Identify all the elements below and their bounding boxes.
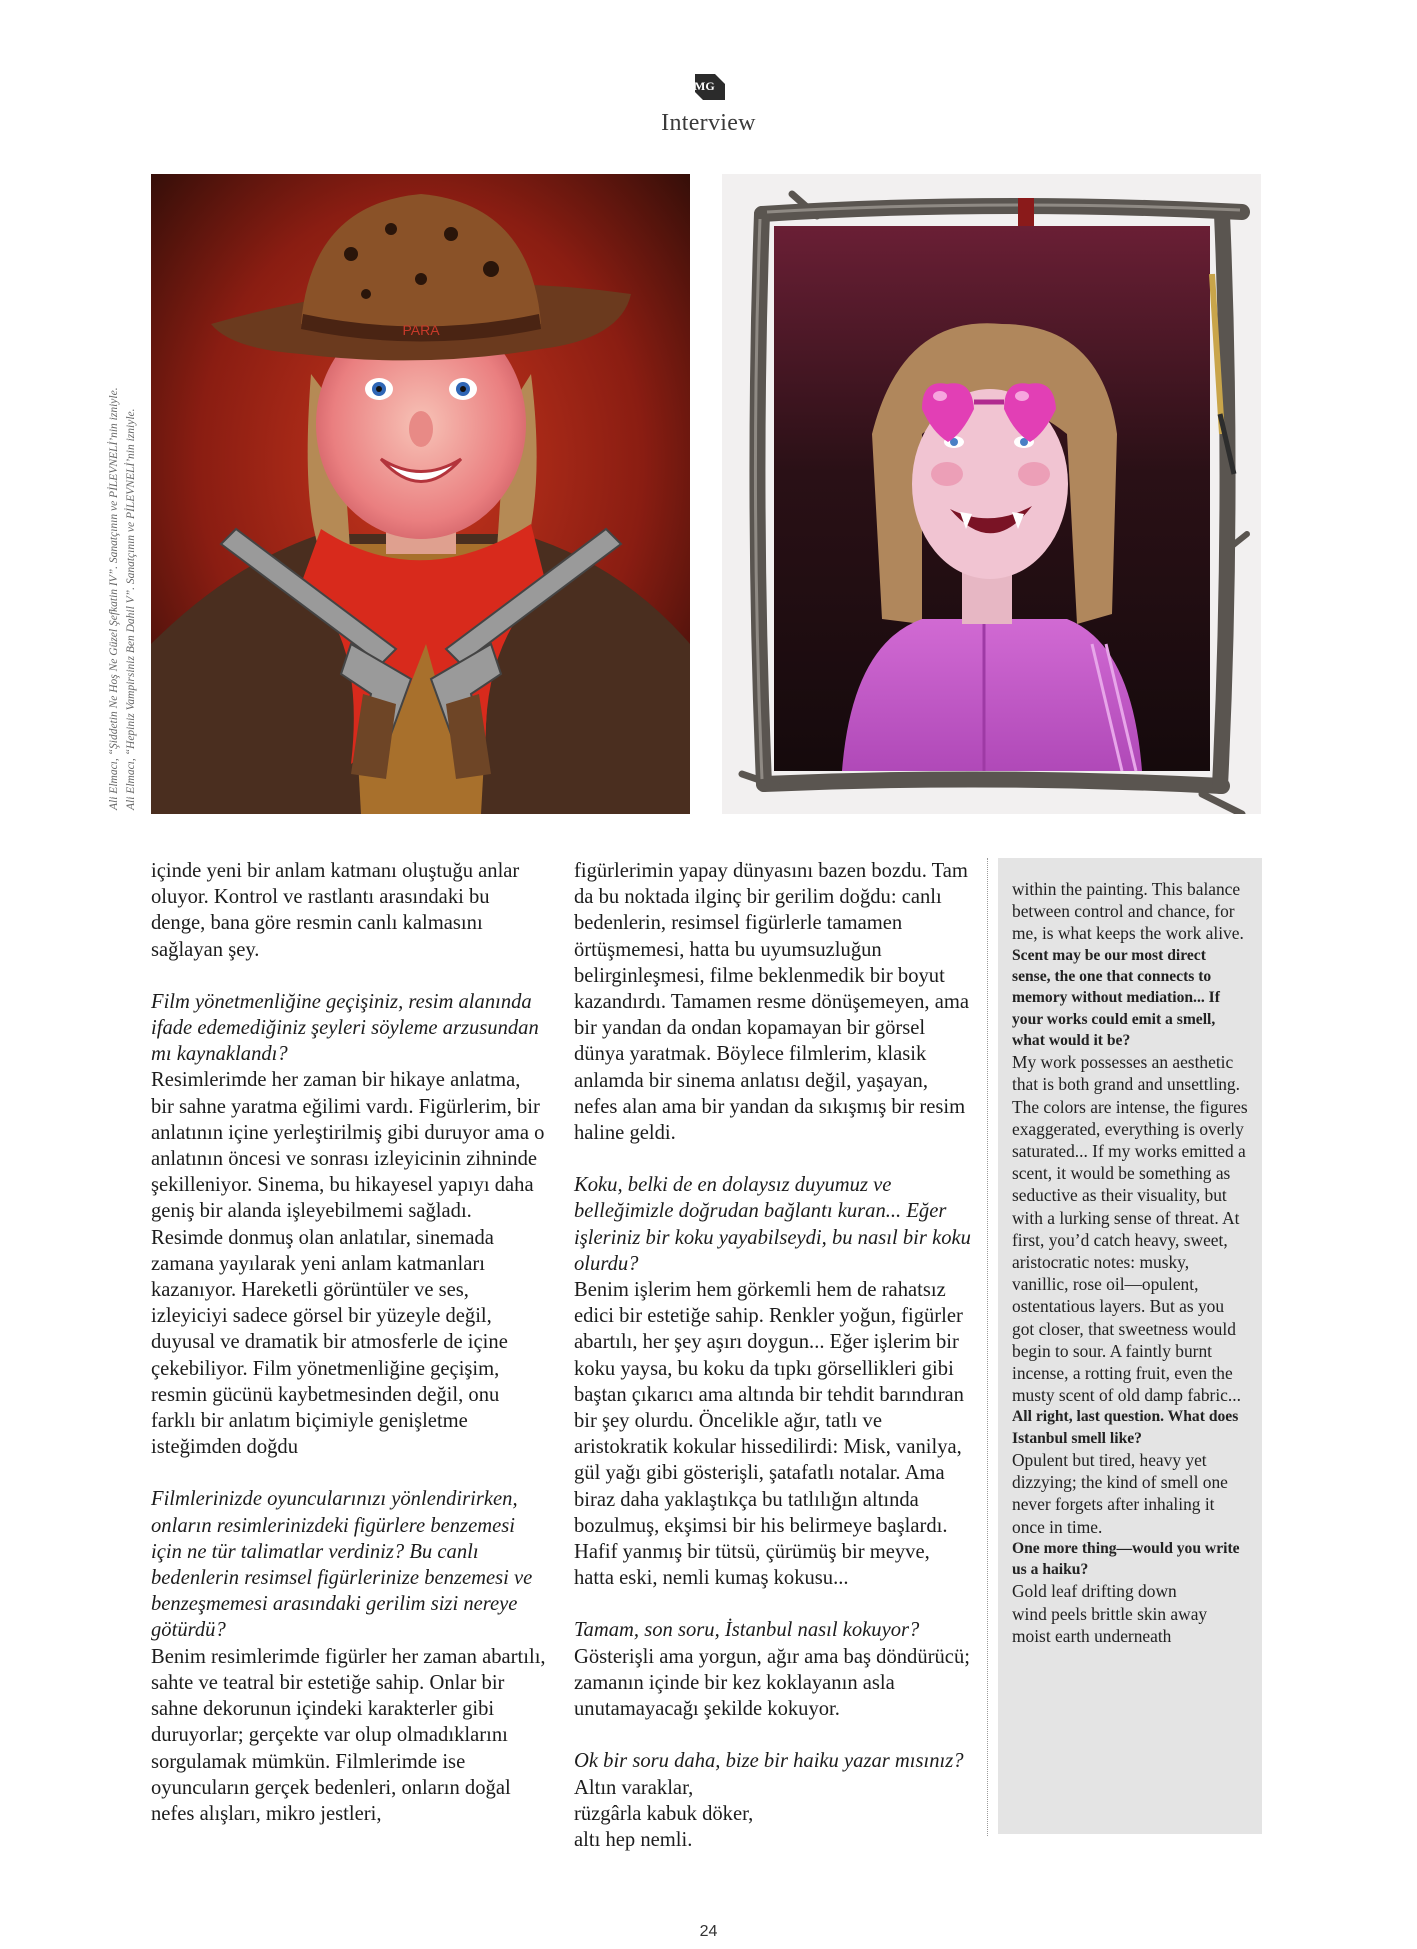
- haiku-line: Altın varaklar,: [574, 1776, 694, 1799]
- haiku-line: wind peels brittle skin away: [1012, 1603, 1208, 1624]
- magazine-logo: [689, 68, 729, 104]
- sidebar-paragraph: within the painting. This balance between control and chance, for me, is what keeps the work alive.: [1012, 879, 1244, 944]
- paragraph: içinde yeni bir anlam katmanı oluştuğu anlar oluyor. Kontrol ve rastlantı arasındaki bu denge, bana göre resmin canlı kalmasını sağlayan şey.: [151, 860, 520, 961]
- sidebar-answer: My work possesses an aesthetic that is both grand and unsettling. The colors are intense, the figures exaggerated, everything is overly saturated... If my works emitted a scent, it would be something as seductive as their visuality, but with a lurking sense of threat. At first, you’d catch heavy, sweet, aristocratic notes: musky, vanillic, rose oil—opulent, ostentatious layers. But as you got closer, that sweetness would begin to sour. A faintly burnt incense, a rotting fruit, even the musty scent of old damp fabric...: [1012, 1052, 1248, 1406]
- interview-answer: Gösterişli ama yorgun, ağır ama baş döndürücü; zamanın içinde bir kez koklayanın asla unutamayacağı şekilde kokuyor.: [574, 1645, 970, 1721]
- interview-answer: Benim resimlerimde figürler her zaman abartılı, sahte ve teatral bir estetiğe sahip. Onlar bir sahne dekorunun içindeki karakterler gibi duruyorlar; gerçekte var olup olmadıklarını sorgulamak mümkün. Filmlerimde ise oyuncuların gerçek bedenleri, onların doğal nefes alışları, mikro jestleri,: [151, 1645, 546, 1825]
- section-title: Interview: [661, 110, 756, 136]
- haiku-line: Gold leaf drifting down: [1012, 1581, 1177, 1602]
- hat-text: PARA: [402, 322, 440, 338]
- interview-question: Ok bir soru daha, bize bir haiku yazar mısınız?: [574, 1750, 964, 1773]
- page-header: [0, 68, 1417, 137]
- sidebar-answer: Opulent but tired, heavy yet dizzying; the kind of smell one never forgets after inhaling it once in time.: [1012, 1449, 1228, 1537]
- haiku-line: altı hep nemli.: [574, 1828, 693, 1851]
- interview-answer: Benim işlerim hem görkemli hem de rahatsız edici bir estetiğe sahip. Renkler yoğun, figürler abartılı, her şey aşırı doygun... Eğer işlerim bir koku yaysa, bu koku da tıpkı görsellikleri gibi baştan çıkarıcı ama altında bir tehdit barındıran bir şey olurdu. Öncelikle ağır, tatlı ve aristokratik kokular hissedilirdi: Misk, vanilya, gül yağı gibi gösterişli, şatafatlı notalar. Ama biraz daha yaklaştıkça bu tatlılığın altında bozulmuş, ekşimsi bir his belirmeye başlardı. Hafif yanmış bir tütsü, çürümüş bir meyve, hatta eski, nemli kumaş kokusu...: [574, 1279, 964, 1590]
- svg-text:MG: MG: [693, 79, 715, 93]
- sidebar-question: Scent may be our most direct sense, the one that connects to memory without mediation... If your works could emit a smell, what would it be?: [1012, 946, 1220, 1049]
- column-divider: [987, 858, 988, 1836]
- interview-question: Film yönetmenliğine geçişiniz, resim alanında ifade edemediğiniz şeyleri söyleme arzusundan mı kaynaklandı?: [151, 990, 539, 1066]
- interview-question: Tamam, son soru, İstanbul nasıl kokuyor?: [574, 1619, 920, 1642]
- english-translation-sidebar: [998, 858, 1262, 1834]
- painting-vampire: [722, 174, 1261, 814]
- sidebar-question: One more thing—would you write us a haiku?: [1012, 1539, 1240, 1579]
- credit-line-right-artwork: Ali Elmacı, “Hepiniz Vampirsiniz Ben Dahil V”. Sanatçının ve PİLEVNELİ’nin izniyle.: [125, 408, 137, 810]
- interview-question: Koku, belki de en dolaysız duyumuz ve belleğimizle doğrudan bağlantı kuran... Eğer işleriniz bir koku yayabilseydi, bu nasıl bir koku olurdu?: [574, 1174, 971, 1275]
- sidebar-question: All right, last question. What does Istanbul smell like?: [1012, 1408, 1239, 1447]
- article-column-2: [574, 858, 974, 1853]
- credit-line-left-artwork: Ali Elmacı, “Şiddetin Ne Hoş Ne Güzel Şefkatin IV”. Sanatçının ve PİLEVNELİ’nin izniyle.: [108, 387, 120, 810]
- haiku-line: rüzgârla kabuk döker,: [574, 1802, 754, 1825]
- page-number: 24: [699, 1923, 718, 1940]
- article-column-1: [151, 858, 547, 1827]
- image-credits: [106, 250, 146, 810]
- paragraph: figürlerimin yapay dünyasını bazen bozdu. Tam da bu noktada ilginç bir gerilim doğdu: canlı bedenlerin, resimsel figürlerle tamamen örtüşmemesi, hatta bu uyumsuzluğun belirginleşmesi, filme beklenmedik bir boyut kazandırdı. Tamamen resme dönüşemeyen, ama bir yandan da ondan kopamayan bir görsel dünya yaratmak. Böylece filmlerim, klasik anlamda bir sinema anlatısı değil, yaşayan, nefes alan ama bir yandan da sıkışmış bir resim haline geldi.: [574, 860, 970, 1145]
- painting-cowboy: [151, 174, 690, 814]
- interview-question: Filmlerinizde oyuncularınızı yönlendirirken, onların resimlerinizdeki figürlere benzemesi için ne tür talimatlar verdiniz? Bu canlı bedenlerin resimsel figürlerinize benzemesi ve benzeşmemesi arasındaki gerilim sizi nereye götürdü?: [151, 1488, 533, 1642]
- interview-answer: Resimlerimde her zaman bir hikaye anlatma, bir sahne yaratma eğilimi vardı. Figürlerim, bir anlatının içine yerleştirilmiş gibi duruyor ama o anlatının öncesi ve sonrası izleyicinin zihninde şekilleniyor. Sinema, bu hikayesel yapıyı daha geniş bir alanda işleyebilmemi sağladı. Resimde donmuş olan anlatılar, sinemada zamana yayılarak yeni anlam katmanları kazanıyor. Hareketli görüntüler ve ses, izleyiciyi sadece görsel bir yüzeyle değil, duyusal ve dramatik bir atmosferle de içine çekebiliyor. Film yönetmenliğine geçişim, resmin gücünü kaybetmesinden değil, onu farklı bir anlatım biçimiyle genişletme isteğimden doğdu: [151, 1069, 545, 1459]
- haiku-line: moist earth underneath: [1012, 1625, 1172, 1646]
